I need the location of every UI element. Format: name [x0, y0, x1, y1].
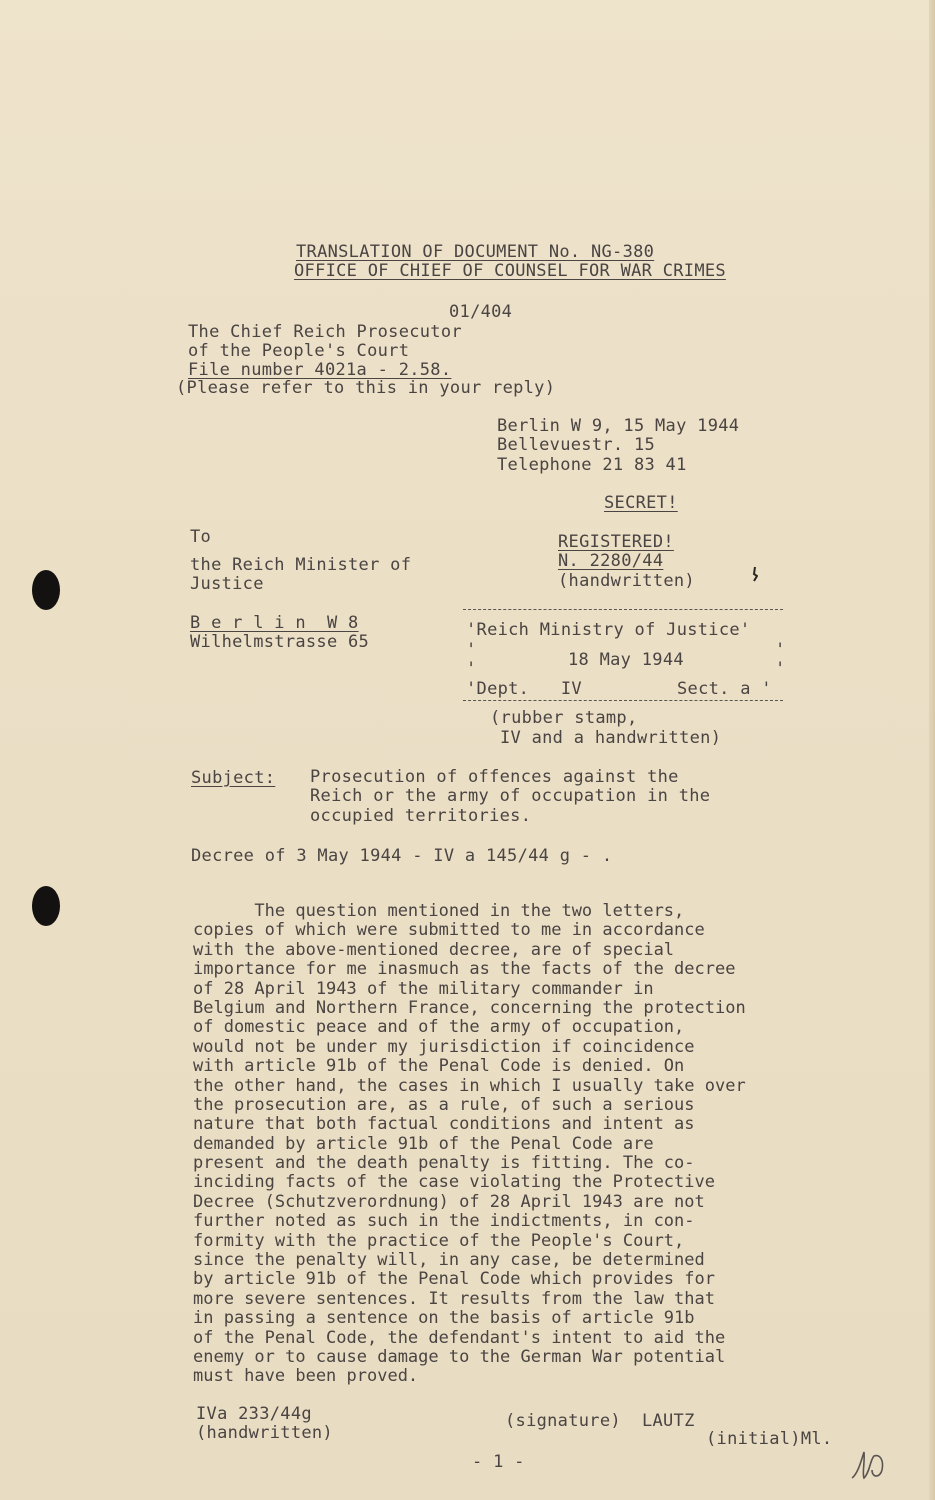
punch-hole-upper: [32, 570, 60, 610]
footer-ref-note: (handwritten): [196, 1423, 333, 1443]
body-line: Decree (Schutzverordnung) of 28 April 1943 are not: [193, 1191, 705, 1212]
telephone: Telephone 21 83 41: [497, 455, 687, 475]
stamp-sect: Sect. a ': [677, 679, 772, 699]
subject-line1: Prosecution of offences against the: [310, 767, 679, 787]
page-edge: [929, 0, 935, 1500]
body-line: the other hand, the cases in which I usually take over: [193, 1075, 746, 1096]
street-address: Bellevuestr. 15: [497, 435, 656, 455]
header-title: TRANSLATION OF DOCUMENT No. NG-380: [296, 242, 655, 262]
body-line: importance for me inasmuch as the facts of the decree: [193, 959, 736, 980]
registered-label: REGISTERED!: [558, 532, 674, 552]
body-line: of the Penal Code, the defendant's intent to aid the: [193, 1327, 726, 1348]
body-line: The question mentioned in the two letters,: [193, 901, 685, 921]
refer-note: (Please refer to this in your reply): [176, 378, 556, 398]
registered-number: N. 2280/44: [558, 551, 664, 571]
stamp-tick-right-2: ': [775, 659, 786, 679]
body-line: Belgium and Northern France, concerning the protection: [193, 997, 746, 1018]
file-number: File number 4021a - 2.58.: [188, 360, 452, 380]
body-line: must have been proved.: [193, 1366, 419, 1387]
body-line: with article 91b of the Penal Code is denied. On: [193, 1056, 685, 1077]
body-line: of 28 April 1943 of the military commander in: [193, 978, 654, 999]
stamp-line1: 'Reich Ministry of Justice': [466, 620, 751, 640]
signature-line: (signature) LAUTZ: [505, 1411, 695, 1431]
recipient-to: To: [190, 527, 212, 547]
body-line: nature that both factual conditions and intent as: [193, 1114, 695, 1135]
footer-ref: IVa 233/44g: [196, 1404, 312, 1424]
stamp-top-border: [463, 609, 783, 610]
recipient-city: B e r l i n W 8: [190, 613, 359, 633]
sender-line1: The Chief Reich Prosecutor: [188, 322, 462, 342]
handwritten-page-mark: [848, 1448, 894, 1482]
subject-label: Subject:: [191, 768, 276, 788]
subject-line2: Reich or the army of occupation in the: [310, 786, 711, 806]
handwritten-mark: [752, 566, 758, 582]
body-line: since the penalty will, in any case, be determined: [193, 1250, 705, 1271]
stamp-note1: (rubber stamp,: [490, 708, 638, 728]
page-number: - 1 -: [472, 1452, 525, 1472]
body-line: enemy or to cause damage to the German War potential: [193, 1346, 726, 1367]
body-line: demanded by article 91b of the Penal Code are: [193, 1133, 654, 1154]
body-line: of domestic peace and of the army of occupation,: [193, 1017, 685, 1038]
stamp-tick-left: ': [466, 640, 477, 660]
body-line: present and the death penalty is fitting. The co-: [193, 1153, 695, 1174]
stamp-dept: 'Dept. IV: [466, 679, 582, 699]
registered-note: (handwritten): [558, 571, 695, 591]
body-line: in passing a sentence on the basis of article 91b: [193, 1308, 695, 1329]
stamp-note2: IV and a handwritten): [500, 728, 722, 748]
body-line: more severe sentences. It results from the law that: [193, 1288, 715, 1309]
subject-line3: occupied territories.: [310, 806, 532, 826]
body-paragraph: [193, 902, 843, 1387]
body-line: formity with the practice of the People's Court,: [193, 1230, 685, 1251]
body-line: with the above-mentioned decree, are of special: [193, 939, 675, 960]
sender-line2: of the People's Court: [188, 341, 410, 361]
initial-line: (initial)Ml.: [706, 1429, 833, 1449]
recipient-line2: Justice: [190, 574, 264, 594]
body-line: inciding facts of the case violating the Protective: [193, 1172, 715, 1193]
body-line: would not be under my jurisdiction if coincidence: [193, 1036, 695, 1057]
stamp-bottom-border: [463, 700, 783, 701]
body-line: copies of which were submitted to me in accordance: [193, 920, 705, 941]
sender-ref: 01/404: [449, 302, 513, 322]
recipient-line1: the Reich Minister of: [190, 555, 412, 575]
classification: SECRET!: [604, 493, 678, 513]
place-date: Berlin W 9, 15 May 1944: [497, 416, 740, 436]
header-office: OFFICE OF CHIEF OF COUNSEL FOR WAR CRIMES: [294, 261, 726, 281]
stamp-tick-left-2: ': [466, 659, 477, 679]
stamp-tick-right: ': [775, 640, 786, 660]
body-line: the prosecution are, as a rule, of such a serious: [193, 1094, 695, 1115]
stamp-date: 18 May 1944: [568, 650, 684, 670]
body-line: by article 91b of the Penal Code which provides for: [193, 1269, 715, 1290]
body-line: further noted as such in the indictments, in con-: [193, 1211, 695, 1232]
decree-reference: Decree of 3 May 1944 - IV a 145/44 g - .: [191, 846, 613, 866]
punch-hole-lower: [32, 886, 60, 926]
recipient-street: Wilhelmstrasse 65: [190, 632, 370, 652]
